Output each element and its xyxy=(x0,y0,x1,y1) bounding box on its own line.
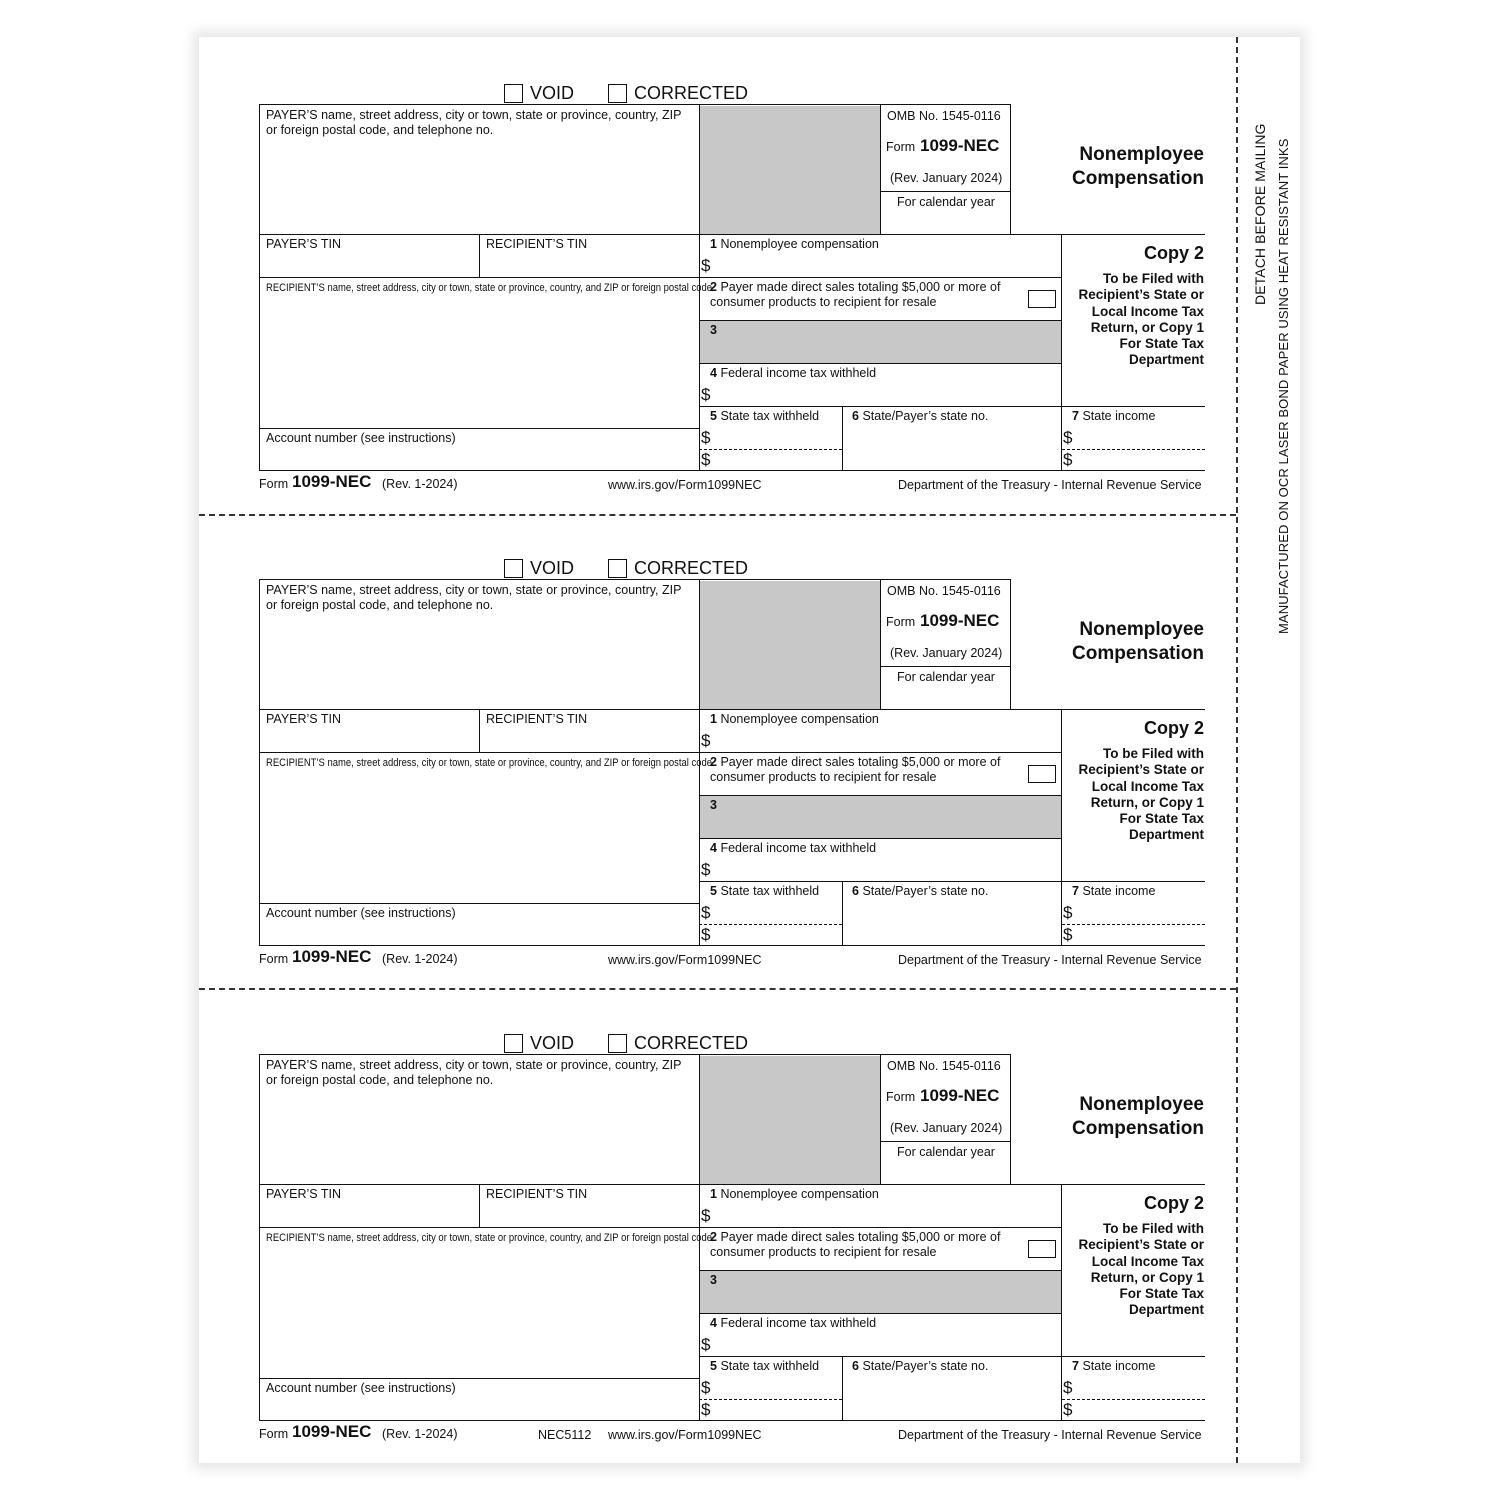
account-number-label: Account number (see instructions) xyxy=(266,1381,456,1395)
void-checkbox[interactable] xyxy=(504,84,523,103)
rule xyxy=(1062,234,1205,235)
payer-tin-field[interactable] xyxy=(262,1204,476,1224)
rule xyxy=(1062,709,1205,710)
rule xyxy=(699,881,1205,882)
dollar-sign: $ xyxy=(701,1335,711,1354)
box6-label: 6 State/Payer’s state no. xyxy=(852,1359,989,1373)
rule xyxy=(880,191,1011,192)
box7-amount-field-2[interactable] xyxy=(1078,926,1203,944)
box5-amount-field[interactable] xyxy=(716,902,839,922)
stock-number: NEC5112 xyxy=(538,1428,592,1442)
form-1099-nec-copy xyxy=(0,950,1300,1442)
box5-label: 5 State tax withheld xyxy=(710,1359,820,1373)
shaded-area xyxy=(700,1056,880,1184)
rule xyxy=(699,1270,1062,1271)
box5-amount-field-2[interactable] xyxy=(716,1401,839,1419)
box3-shaded xyxy=(700,1271,1061,1313)
box4-label: 4 Federal income tax withheld xyxy=(710,366,877,380)
rule xyxy=(259,579,1011,580)
rule xyxy=(259,1184,1062,1185)
form-1099-nec-copy xyxy=(0,0,1300,492)
dashed-rule xyxy=(1062,924,1205,925)
department-label: Department of the Treasury - Internal Revenue Service xyxy=(898,478,1202,492)
footer-revision: (Rev. 1-2024) xyxy=(382,477,458,491)
rule xyxy=(259,1378,700,1379)
rule xyxy=(479,234,480,277)
rule xyxy=(479,1184,480,1227)
rule xyxy=(259,752,1062,753)
rule xyxy=(699,363,1062,364)
dollar-sign: $ xyxy=(701,1206,711,1225)
dollar-sign: $ xyxy=(1063,428,1073,447)
box7-label: 7 State income xyxy=(1072,884,1156,898)
recipient-tin-label: RECIPIENT’S TIN xyxy=(486,712,588,726)
box7-amount-field-2[interactable] xyxy=(1078,1401,1203,1419)
dollar-sign: $ xyxy=(701,256,711,275)
box6-field[interactable] xyxy=(845,902,1058,922)
recipient-tin-field[interactable] xyxy=(482,729,696,749)
box6-field[interactable] xyxy=(845,427,1058,447)
manufacturer-note: MANUFACTURED ON OCR LASER BOND PAPER USING HEAT RESISTANT INKS xyxy=(1276,138,1291,634)
box1-amount-field[interactable] xyxy=(716,1204,1058,1225)
omb-number: OMB No. 1545-0116 xyxy=(887,109,1001,123)
payer-info-field[interactable] xyxy=(262,140,696,230)
form-1099-nec-copy xyxy=(0,475,1300,967)
box5-amount-field-2[interactable] xyxy=(716,926,839,944)
box3-label: 3 xyxy=(710,323,717,337)
account-number-field[interactable] xyxy=(262,448,696,468)
corrected-label: CORRECTED xyxy=(634,1033,749,1053)
form-word: Form xyxy=(886,140,916,154)
payer-info-label: PAYER’S name, street address, city or town, state or province, country, ZIP or foreign postal code, and telephone no. xyxy=(266,1058,682,1087)
payer-tin-label: PAYER’S TIN xyxy=(266,1187,342,1201)
form-title: Nonemployee Compensation xyxy=(1072,619,1204,664)
dollar-sign: $ xyxy=(701,1378,711,1397)
void-label: VOID xyxy=(530,558,575,578)
dollar-sign: $ xyxy=(701,428,711,447)
dollar-sign: $ xyxy=(701,1400,711,1419)
rule xyxy=(1061,1184,1062,1421)
box3-label: 3 xyxy=(710,1273,717,1287)
payer-info-field[interactable] xyxy=(262,615,696,705)
rule xyxy=(880,1054,881,1184)
box2-label: 2 Payer made direct sales totaling $5,000 or more of consumer products to recipient for resale xyxy=(710,280,1001,309)
footer-revision: (Rev. 1-2024) xyxy=(382,952,458,966)
footer-form-word: Form xyxy=(259,952,289,966)
box4-amount-field[interactable] xyxy=(716,1333,1058,1354)
shaded-area xyxy=(700,106,880,234)
rule xyxy=(259,277,1062,278)
box7-amount-field-2[interactable] xyxy=(1078,451,1203,469)
rule xyxy=(259,903,700,904)
revision-date: (Rev. January 2024) xyxy=(890,646,1003,660)
rule xyxy=(842,881,843,946)
dollar-sign: $ xyxy=(701,903,711,922)
box5-amount-field-2[interactable] xyxy=(716,451,839,469)
box6-field[interactable] xyxy=(845,1377,1058,1397)
box2-label: 2 Payer made direct sales totaling $5,000 or more of consumer products to recipient for resale xyxy=(710,755,1001,784)
void-checkbox[interactable] xyxy=(504,1034,523,1053)
footer-form-number: 1099-NEC xyxy=(292,472,372,491)
box5-label: 5 State tax withheld xyxy=(710,884,820,898)
rule xyxy=(259,234,1062,235)
box4-label: 4 Federal income tax withheld xyxy=(710,841,877,855)
recipient-info-label: RECIPIENT’S name, street address, city or town, state or province, country, and ZIP or foreign postal code xyxy=(266,282,713,294)
corrected-label: CORRECTED xyxy=(634,83,749,103)
form-title: Nonemployee Compensation xyxy=(1072,1094,1204,1139)
rule xyxy=(880,579,881,709)
box3-shaded xyxy=(700,796,1061,838)
rule xyxy=(1061,234,1062,471)
omb-number: OMB No. 1545-0116 xyxy=(887,584,1001,598)
box7-amount-field[interactable] xyxy=(1078,427,1203,447)
corrected-checkbox[interactable] xyxy=(608,1034,627,1053)
corrected-checkbox[interactable] xyxy=(608,84,627,103)
recipient-tin-field[interactable] xyxy=(482,254,696,274)
box1-label: 1 Nonemployee compensation xyxy=(710,712,879,726)
account-number-field[interactable] xyxy=(262,923,696,943)
box2-checkbox[interactable] xyxy=(1028,290,1056,308)
box7-label: 7 State income xyxy=(1072,1359,1156,1373)
rule xyxy=(1061,709,1062,946)
revision-date: (Rev. January 2024) xyxy=(890,171,1003,185)
dashed-rule xyxy=(699,1399,842,1400)
box3-label: 3 xyxy=(710,798,717,812)
account-number-label: Account number (see instructions) xyxy=(266,431,456,445)
box5-amount-field[interactable] xyxy=(716,1377,839,1397)
box5-amount-field[interactable] xyxy=(716,427,839,447)
footer-form-word: Form xyxy=(259,1427,289,1441)
rule xyxy=(699,320,1062,321)
calendar-year-label: For calendar year xyxy=(897,1145,995,1159)
recipient-tin-label: RECIPIENT’S TIN xyxy=(486,237,588,251)
box2-label: 2 Payer made direct sales totaling $5,000 or more of consumer products to recipient for resale xyxy=(710,1230,1001,1259)
box4-label: 4 Federal income tax withheld xyxy=(710,1316,877,1330)
footer-revision: (Rev. 1-2024) xyxy=(382,1427,458,1441)
recipient-info-label: RECIPIENT’S name, street address, city or town, state or province, country, and ZIP or foreign postal code xyxy=(266,757,713,769)
rule xyxy=(842,1356,843,1421)
box2-checkbox[interactable] xyxy=(1028,765,1056,783)
rule xyxy=(699,838,1062,839)
box7-amount-field[interactable] xyxy=(1078,902,1203,922)
irs-url: www.irs.gov/Form1099NEC xyxy=(608,953,762,967)
box1-label: 1 Nonemployee compensation xyxy=(710,237,879,251)
rule xyxy=(880,1141,1011,1142)
rule xyxy=(259,1054,1011,1055)
recipient-tin-field[interactable] xyxy=(482,1204,696,1224)
department-label: Department of the Treasury - Internal Revenue Service xyxy=(898,1428,1202,1442)
rule xyxy=(699,795,1062,796)
form-title: Nonemployee Compensation xyxy=(1072,144,1204,189)
copy-title: Copy 2 xyxy=(1143,718,1204,738)
recipient-info-field[interactable] xyxy=(262,1248,696,1376)
dashed-rule xyxy=(1062,1399,1205,1400)
account-number-field[interactable] xyxy=(262,1398,696,1418)
department-label: Department of the Treasury - Internal Revenue Service xyxy=(898,953,1202,967)
dashed-rule xyxy=(1062,449,1205,450)
void-checkbox[interactable] xyxy=(504,559,523,578)
irs-url: www.irs.gov/Form1099NEC xyxy=(608,478,762,492)
box5-label: 5 State tax withheld xyxy=(710,409,820,423)
box7-amount-field[interactable] xyxy=(1078,1377,1203,1397)
dollar-sign: $ xyxy=(701,385,711,404)
dollar-sign: $ xyxy=(1063,1378,1073,1397)
rule xyxy=(259,104,1011,105)
copy-description: To be Filed with Recipient’s State or Local Income Tax Return, or Copy 1 For State Tax Department xyxy=(1078,1221,1204,1318)
rule xyxy=(259,709,1062,710)
dashed-rule xyxy=(699,449,842,450)
omb-number: OMB No. 1545-0116 xyxy=(887,1059,1001,1073)
form-number: 1099-NEC xyxy=(920,1086,1000,1105)
box6-field-2[interactable] xyxy=(845,926,1058,944)
payer-info-label: PAYER’S name, street address, city or town, state or province, country, ZIP or foreign postal code, and telephone no. xyxy=(266,583,682,612)
footer-form-number: 1099-NEC xyxy=(292,1422,372,1441)
box1-amount-field[interactable] xyxy=(716,729,1058,750)
box6-label: 6 State/Payer’s state no. xyxy=(852,884,989,898)
corrected-label: CORRECTED xyxy=(634,558,749,578)
payer-tin-field[interactable] xyxy=(262,729,476,749)
rule xyxy=(880,666,1011,667)
dollar-sign: $ xyxy=(1063,925,1073,944)
dollar-sign: $ xyxy=(1063,1400,1073,1419)
box6-field-2[interactable] xyxy=(845,451,1058,469)
form-number: 1099-NEC xyxy=(920,611,1000,630)
footer-form-word: Form xyxy=(259,477,289,491)
calendar-year-label: For calendar year xyxy=(897,670,995,684)
rule xyxy=(1062,1184,1205,1185)
rule xyxy=(259,470,1205,471)
dollar-sign: $ xyxy=(1063,903,1073,922)
rule xyxy=(842,406,843,471)
payer-info-field[interactable] xyxy=(262,1090,696,1180)
box1-amount-field[interactable] xyxy=(716,254,1058,275)
box6-label: 6 State/Payer’s state no. xyxy=(852,409,989,423)
rule xyxy=(699,1313,1062,1314)
rule xyxy=(699,1356,1205,1357)
rule xyxy=(1010,579,1011,709)
box2-checkbox[interactable] xyxy=(1028,1240,1056,1258)
payer-info-label: PAYER’S name, street address, city or town, state or province, country, ZIP or foreign postal code, and telephone no. xyxy=(266,108,682,137)
rule xyxy=(259,428,700,429)
calendar-year-label: For calendar year xyxy=(897,195,995,209)
box3-shaded xyxy=(700,321,1061,363)
footer-form-number: 1099-NEC xyxy=(292,947,372,966)
dollar-sign: $ xyxy=(701,731,711,750)
form-number: 1099-NEC xyxy=(920,136,1000,155)
rule xyxy=(1010,1054,1011,1184)
dashed-rule xyxy=(699,924,842,925)
form-word: Form xyxy=(886,615,916,629)
payer-tin-field[interactable] xyxy=(262,254,476,274)
box7-label: 7 State income xyxy=(1072,409,1156,423)
dollar-sign: $ xyxy=(701,925,711,944)
rule xyxy=(259,104,260,471)
form-word: Form xyxy=(886,1090,916,1104)
account-number-label: Account number (see instructions) xyxy=(266,906,456,920)
box1-label: 1 Nonemployee compensation xyxy=(710,1187,879,1201)
copy-title: Copy 2 xyxy=(1143,243,1204,263)
payer-tin-label: PAYER’S TIN xyxy=(266,712,342,726)
dollar-sign: $ xyxy=(701,450,711,469)
dollar-sign: $ xyxy=(701,860,711,879)
rule xyxy=(880,104,881,234)
recipient-info-field[interactable] xyxy=(262,298,696,426)
corrected-checkbox[interactable] xyxy=(608,559,627,578)
recipient-info-field[interactable] xyxy=(262,773,696,901)
rule xyxy=(259,1420,1205,1421)
rule xyxy=(479,709,480,752)
rule xyxy=(259,1054,260,1421)
rule xyxy=(259,1227,1062,1228)
box4-amount-field[interactable] xyxy=(716,858,1058,879)
recipient-info-label: RECIPIENT’S name, street address, city or town, state or province, country, and ZIP or foreign postal code xyxy=(266,1232,713,1244)
dollar-sign: $ xyxy=(1063,450,1073,469)
void-label: VOID xyxy=(530,83,575,103)
box6-field-2[interactable] xyxy=(845,1401,1058,1419)
rule xyxy=(259,945,1205,946)
recipient-tin-label: RECIPIENT’S TIN xyxy=(486,1187,588,1201)
copy-description: To be Filed with Recipient’s State or Local Income Tax Return, or Copy 1 For State Tax Department xyxy=(1078,746,1204,843)
shaded-area xyxy=(700,581,880,709)
revision-date: (Rev. January 2024) xyxy=(890,1121,1003,1135)
copy-description: To be Filed with Recipient’s State or Local Income Tax Return, or Copy 1 For State Tax Department xyxy=(1078,271,1204,368)
rule xyxy=(699,406,1205,407)
detach-instruction: DETACH BEFORE MAILING xyxy=(1252,123,1268,305)
copy-title: Copy 2 xyxy=(1143,1193,1204,1213)
irs-url: www.irs.gov/Form1099NEC xyxy=(608,1428,762,1442)
box4-amount-field[interactable] xyxy=(716,383,1058,404)
void-label: VOID xyxy=(530,1033,575,1053)
rule xyxy=(259,579,260,946)
payer-tin-label: PAYER’S TIN xyxy=(266,237,342,251)
rule xyxy=(1010,104,1011,234)
